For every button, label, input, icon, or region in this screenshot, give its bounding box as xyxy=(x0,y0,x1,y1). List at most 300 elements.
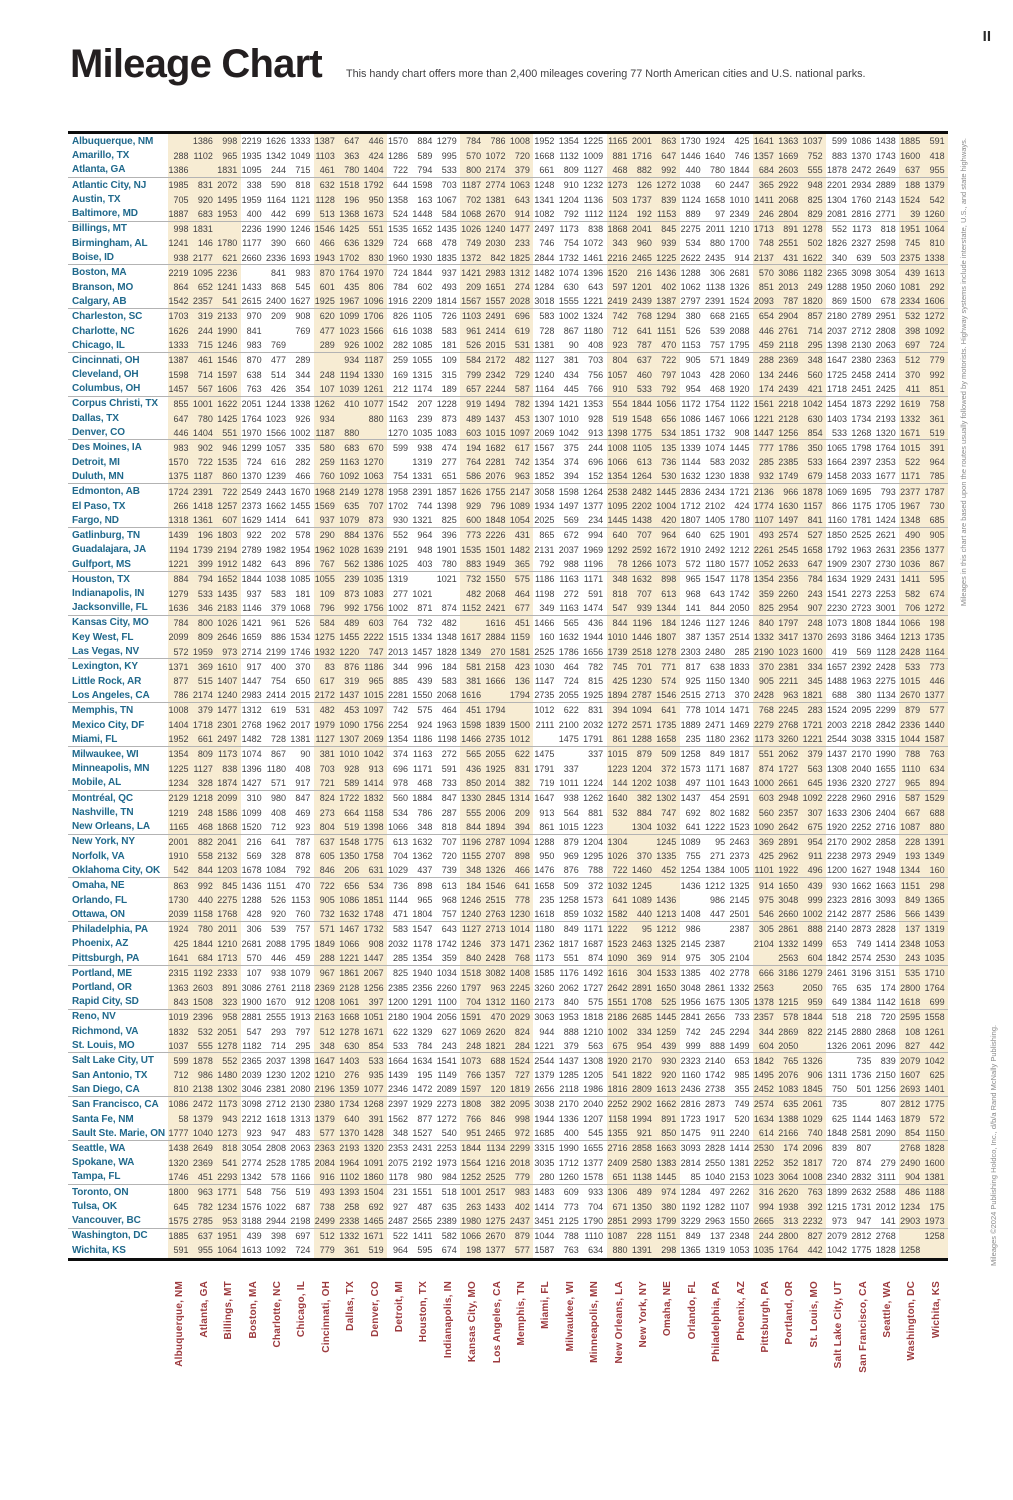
mileage-cell: 514 xyxy=(271,369,287,380)
row-city-label: Indianapolis, IN xyxy=(72,588,145,600)
mileage-cell: 2032 xyxy=(729,457,750,468)
mileage-cell: 408 xyxy=(271,807,287,818)
row-city-label: Fargo, ND xyxy=(72,514,119,526)
mileage-cell: 2555 xyxy=(266,1011,287,1022)
mileage-cell: 2193 xyxy=(338,1141,362,1156)
mileage-cell: 1321 xyxy=(412,515,433,526)
mileage-cell: 645 xyxy=(168,1199,192,1214)
mileage-cell: 613 xyxy=(441,880,457,891)
mileage-cell: 1092 xyxy=(924,324,948,339)
mileage-cell: 107 xyxy=(314,382,338,396)
mileage-cell: 1176 xyxy=(559,968,579,979)
mileage-cell: 1577 xyxy=(729,559,750,570)
mileage-cell: 244 xyxy=(271,164,287,175)
mileage-cell: 973 xyxy=(832,1215,848,1226)
mileage-cell: 1234 xyxy=(899,1199,923,1214)
mileage-cell: 809 xyxy=(563,164,579,175)
mileage-cell: 908 xyxy=(363,937,387,952)
mileage-cell: 1325 xyxy=(729,880,750,891)
mileage-cell: 637 xyxy=(631,353,655,368)
mileage-cell: 306 xyxy=(246,924,262,935)
mileage-cell: 1261 xyxy=(924,1024,948,1039)
mileage-cell: 402 xyxy=(509,1199,533,1214)
mileage-cell: 1617 xyxy=(460,630,484,645)
mileage-cell: 1285 xyxy=(558,1070,579,1081)
mileage-cell: 1573 xyxy=(680,763,701,774)
mileage-cell: 1379 xyxy=(314,1112,338,1127)
mileage-cell: 1330 xyxy=(460,791,484,806)
mileage-cell: 509 xyxy=(655,747,679,762)
mileage-cell: 2565 xyxy=(412,1215,433,1226)
table-row xyxy=(68,835,948,850)
mileage-cell: 726 xyxy=(441,311,457,322)
mileage-cell: 571 xyxy=(271,777,287,788)
mileage-cell: 2544 xyxy=(534,1055,555,1066)
mileage-cell: 1372 xyxy=(460,251,484,265)
row-city-label: Amarillo, TX xyxy=(72,150,130,162)
mileage-cell: 1404 xyxy=(363,163,387,177)
mileage-cell: 292 xyxy=(924,280,948,295)
mileage-cell: 493 xyxy=(441,282,457,293)
mileage-cell: 3001 xyxy=(875,602,896,613)
mileage-cell: 2375 xyxy=(899,251,923,265)
mileage-cell: 739 xyxy=(441,865,457,876)
mileage-cell: 337 xyxy=(563,763,579,774)
mileage-cell: 998 xyxy=(509,1112,533,1127)
mileage-cell: 1920 xyxy=(607,1053,631,1068)
mileage-cell: 434 xyxy=(563,369,579,380)
mileage-cell: 552 xyxy=(392,530,408,541)
mileage-cell: 1797 xyxy=(460,980,484,995)
mileage-cell: 1960 xyxy=(387,252,408,263)
mileage-cell: 1073 xyxy=(827,617,848,628)
mileage-cell: 995 xyxy=(441,150,457,161)
table-row xyxy=(68,411,948,426)
mileage-cell: 766 xyxy=(460,1112,484,1127)
mileage-cell: 277 xyxy=(441,457,457,468)
mileage-cell: 1494 xyxy=(485,397,509,412)
mileage-cell: 1200 xyxy=(387,996,408,1007)
table-row xyxy=(68,718,948,733)
mileage-cell: 1326 xyxy=(802,1053,826,1068)
mileage-cell: 2428 xyxy=(753,689,777,703)
mileage-cell: 1607 xyxy=(899,1068,923,1083)
mileage-cell: 2142 xyxy=(827,909,848,920)
mileage-cell: 1425 xyxy=(338,222,362,237)
mileage-cell: 583 xyxy=(271,588,287,599)
mileage-cell: 939 xyxy=(655,236,679,251)
mileage-cell: 2346 xyxy=(387,1084,408,1095)
mileage-cell: 873 xyxy=(363,513,387,527)
mileage-cell: 910 xyxy=(607,382,631,396)
mileage-cell: 1153 xyxy=(681,340,701,351)
mileage-cell: 503 xyxy=(880,252,896,263)
mileage-cell: 394 xyxy=(607,703,631,718)
mileage-cell: 1874 xyxy=(216,776,240,790)
mileage-cell: 625 xyxy=(924,1068,948,1083)
mileage-cell: 541 xyxy=(607,1068,631,1083)
mileage-cell: 2591 xyxy=(729,793,750,804)
mileage-cell: 487 xyxy=(417,1201,433,1212)
mileage-cell: 1234 xyxy=(216,1199,240,1214)
mileage-cell: 905 xyxy=(753,674,777,689)
mileage-cell: 2334 xyxy=(899,295,923,309)
mileage-cell: 493 xyxy=(753,528,777,543)
mileage-cell xyxy=(412,572,436,587)
mileage-cell: 1152 xyxy=(460,601,484,615)
mileage-cell: 567 xyxy=(192,382,216,396)
column-label: Cincinnati, OH xyxy=(320,1281,332,1353)
mileage-cell: 840 xyxy=(753,616,777,631)
mileage-cell: 1042 xyxy=(363,747,387,762)
mileage-cell: 877 xyxy=(168,674,192,689)
mileage-cell: 288 xyxy=(168,149,192,164)
row-city-label: Richmond, VA xyxy=(72,1026,139,1038)
mileage-cell: 2868 xyxy=(875,1026,896,1037)
mileage-cell: 2062 xyxy=(558,982,579,993)
mileage-cell: 1381 xyxy=(290,734,311,745)
mileage-cell: 533 xyxy=(392,1040,408,1051)
mileage-cell: 398 xyxy=(899,324,923,339)
mileage-cell: 2357 xyxy=(192,295,216,309)
mileage-cell: 1339 xyxy=(680,442,701,453)
mileage-cell: 305 xyxy=(710,953,726,964)
mileage-cell: 721 xyxy=(314,776,338,790)
mileage-cell: 2333 xyxy=(216,966,240,981)
mileage-cell: 784 xyxy=(802,572,826,587)
mileage-cell: 1365 xyxy=(924,893,948,908)
mileage-cell: 1878 xyxy=(827,164,848,175)
mileage-cell: 968 xyxy=(441,895,457,906)
mileage-cell: 647 xyxy=(655,149,679,164)
mileage-cell: 1241 xyxy=(168,236,192,251)
mileage-cell: 2707 xyxy=(485,849,509,864)
mileage-cell: 1598 xyxy=(558,486,579,497)
mileage-cell: 1100 xyxy=(437,996,457,1007)
mileage-cell: 1361 xyxy=(192,513,216,527)
mileage-cell: 742 xyxy=(392,705,408,716)
mileage-cell: 1785 xyxy=(290,1157,311,1168)
mileage-cell: 884 xyxy=(417,136,433,147)
mileage-cell: 939 xyxy=(631,601,655,615)
mileage-cell: 863 xyxy=(655,134,679,149)
mileage-cell: 1780 xyxy=(729,515,750,526)
mileage-cell: 1722 xyxy=(338,791,362,806)
mileage-cell: 583 xyxy=(441,326,457,337)
mileage-cell: 2145 xyxy=(680,938,701,949)
mileage-cell: 2574 xyxy=(851,953,872,964)
mileage-cell: 643 xyxy=(588,282,604,293)
mileage-cell: 2544 xyxy=(827,734,848,745)
mileage-cell: 2130 xyxy=(851,340,872,351)
mileage-cell: 477 xyxy=(314,324,338,339)
column-label: Boston, MA xyxy=(247,1281,259,1339)
mileage-cell: 742 xyxy=(509,455,533,470)
mileage-cell: 1438 xyxy=(875,136,896,147)
mileage-cell: 2037 xyxy=(558,544,579,555)
mileage-cell: 975 xyxy=(685,953,701,964)
mileage-cell: 2446 xyxy=(777,368,801,383)
mileage-cell: 3046 xyxy=(241,1084,262,1095)
mileage-cell: 815 xyxy=(588,676,604,687)
mileage-cell: 1396 xyxy=(583,267,604,278)
mileage-cell: 1576 xyxy=(241,1201,262,1212)
mileage-cell: 1308 xyxy=(827,763,848,774)
mileage-cell: 1454 xyxy=(827,398,848,409)
mileage-cell: 1844 xyxy=(192,937,216,952)
mileage-cell: 2373 xyxy=(729,851,750,862)
mileage-cell: 1723 xyxy=(680,1114,701,1125)
mileage-cell: 1394 xyxy=(534,398,555,409)
mileage-cell: 295 xyxy=(802,338,826,352)
mileage-cell: 784 xyxy=(417,1040,433,1051)
mileage-cell: 2808 xyxy=(266,1143,287,1154)
mileage-cell: 854 xyxy=(899,1126,923,1140)
mileage-cell: 1619 xyxy=(899,397,923,412)
mileage-cell: 640 xyxy=(607,528,631,543)
mileage-cell: 1021 xyxy=(436,574,457,585)
table-row xyxy=(68,1156,948,1171)
mileage-cell: 1652 xyxy=(412,223,433,234)
mileage-cell: 1658 xyxy=(802,543,826,558)
mileage-cell: 632 xyxy=(314,178,338,193)
mileage-cell: 959 xyxy=(802,995,826,1009)
mileage-cell: 192 xyxy=(631,207,655,221)
mileage-cell: 1929 xyxy=(851,574,872,585)
mileage-cell: 1151 xyxy=(266,880,287,891)
mileage-cell: 1370 xyxy=(802,630,826,645)
mileage-cell: 1010 xyxy=(607,630,631,645)
mileage-cell: 1105 xyxy=(413,311,433,322)
mileage-cell: 2436 xyxy=(680,1084,701,1095)
mileage-cell: 1151 xyxy=(899,878,923,893)
mileage-cell: 2252 xyxy=(607,1097,631,1112)
mileage-cell: 622 xyxy=(392,1026,408,1037)
mileage-cell: 1764 xyxy=(338,265,362,280)
mileage-cell xyxy=(899,1229,923,1244)
mileage-cell: 571 xyxy=(710,355,726,366)
column-label: Atlanta, GA xyxy=(198,1281,210,1338)
mileage-cell: 2816 xyxy=(851,208,872,219)
mileage-cell: 570 xyxy=(246,953,262,964)
mileage-cell: 1069 xyxy=(460,1024,484,1039)
mileage-cell: 198 xyxy=(924,616,948,631)
mileage-cell: 2944 xyxy=(266,1215,287,1226)
mileage-cell: 994 xyxy=(588,530,604,541)
mileage-cell: 825 xyxy=(441,515,457,526)
mileage-cell: 1798 xyxy=(851,442,872,453)
mileage-cell: 563 xyxy=(588,1040,604,1051)
mileage-cell: 206 xyxy=(338,864,362,878)
mileage-cell: 436 xyxy=(588,617,604,628)
table-row xyxy=(68,805,948,820)
mileage-cell: 697 xyxy=(295,1230,311,1241)
mileage-cell: 799 xyxy=(460,368,484,383)
mileage-cell: 1258 xyxy=(899,1243,923,1258)
row-city-label: Atlanta, GA xyxy=(72,164,126,176)
mileage-cell: 1279 xyxy=(802,966,826,981)
mileage-cell: 724 xyxy=(295,1245,311,1256)
mileage-cell: 974 xyxy=(655,1185,679,1200)
mileage-cell: 440 xyxy=(631,907,655,921)
mileage-cell: 2096 xyxy=(875,1040,896,1051)
mileage-cell: 1398 xyxy=(290,1055,311,1066)
mileage-cell: 459 xyxy=(295,953,311,964)
mileage-cell: 160 xyxy=(924,864,948,878)
mileage-cell: 445 xyxy=(563,383,579,394)
mileage-cell: 1068 xyxy=(460,207,484,221)
mileage-cell: 2166 xyxy=(777,1126,801,1140)
mileage-cell: 947 xyxy=(856,1215,872,1226)
table-row xyxy=(68,689,948,704)
mileage-cell: 464 xyxy=(441,705,457,716)
mileage-cell: 2232 xyxy=(802,1214,826,1228)
mileage-cell: 1848 xyxy=(827,1128,848,1139)
mileage-cell: 244 xyxy=(588,442,604,453)
mileage-cell: 1092 xyxy=(338,470,362,484)
mileage-cell: 965 xyxy=(363,674,387,689)
mileage-cell: 382 xyxy=(509,776,533,790)
mileage-cell: 1550 xyxy=(729,1215,750,1226)
mileage-cell: 603 xyxy=(363,616,387,631)
mileage-cell: 1445 xyxy=(607,513,631,527)
mileage-cell: 938 xyxy=(168,251,192,265)
mileage-cell: 1808 xyxy=(460,1097,484,1112)
mileage-cell: 1920 xyxy=(729,383,750,394)
mileage-cell: 965 xyxy=(417,895,433,906)
mileage-cell: 348 xyxy=(802,353,826,368)
mileage-cell: 1061 xyxy=(338,995,362,1009)
mileage-cell: 2774 xyxy=(485,178,509,193)
mileage-cell: 90 xyxy=(568,340,579,351)
mileage-cell: 720 xyxy=(509,149,533,164)
mileage-cell: 3315 xyxy=(534,1143,555,1154)
mileage-cell: 1500 xyxy=(509,718,533,733)
mileage-cell: 1326 xyxy=(729,282,750,293)
mileage-cell: 645 xyxy=(802,776,826,790)
mileage-cell: 1164 xyxy=(534,383,555,394)
mileage-cell: 1306 xyxy=(607,1185,631,1200)
row-city-label: Oklahoma City, OK xyxy=(72,864,161,876)
mileage-cell: 2060 xyxy=(729,369,750,380)
mileage-cell: 607 xyxy=(216,513,240,527)
mileage-cell: 1023 xyxy=(338,324,362,339)
mileage-cell: 1780 xyxy=(216,236,240,251)
mileage-cell: 2050 xyxy=(802,980,826,995)
mileage-cell: 992 xyxy=(655,163,679,177)
mileage-cell: 2397 xyxy=(851,457,872,468)
mileage-cell: 1408 xyxy=(680,909,701,920)
mileage-cell: 779 xyxy=(314,1243,338,1258)
mileage-cell: 2201 xyxy=(827,180,848,191)
mileage-cell: 1687 xyxy=(583,938,604,949)
mileage-cell: 578 xyxy=(271,1171,287,1182)
mileage-cell: 1844 xyxy=(729,164,750,175)
mileage-cell: 927 xyxy=(392,1201,408,1212)
mileage-cell: 947 xyxy=(271,1128,287,1139)
mileage-cell: 1002 xyxy=(607,1024,631,1039)
mileage-cell: 891 xyxy=(216,980,240,995)
mileage-cell: 1198 xyxy=(437,734,457,745)
mileage-cell: 2515 xyxy=(485,893,509,908)
mileage-cell: 1825 xyxy=(509,251,533,265)
row-city-label: Atlantic City, NJ xyxy=(72,179,147,191)
mileage-cell: 2061 xyxy=(802,1097,826,1112)
mileage-cell: 2080 xyxy=(290,1084,311,1095)
mileage-cell: 641 xyxy=(685,821,701,832)
mileage-cell: 1963 xyxy=(436,720,457,731)
mileage-cell: 3048 xyxy=(777,893,801,908)
mileage-cell: 1210 xyxy=(583,1026,604,1037)
mileage-cell: 964 xyxy=(417,530,433,541)
mileage-cell: 954 xyxy=(685,383,701,394)
mileage-cell: 768 xyxy=(631,309,655,324)
mileage-cell: 1944 xyxy=(534,1114,555,1125)
mileage-cell: 712 xyxy=(271,821,287,832)
mileage-cell: 1010 xyxy=(338,747,362,762)
row-city-label: Philadelphia, PA xyxy=(72,923,149,935)
mileage-cell: 522 xyxy=(392,1230,408,1241)
mileage-cell: 3451 xyxy=(534,1215,555,1226)
mileage-cell: 188 xyxy=(899,178,923,193)
mileage-cell: 1026 xyxy=(216,616,240,631)
mileage-cell: 683 xyxy=(338,440,362,455)
mileage-cell: 1963 xyxy=(851,544,872,555)
mileage-cell: 2828 xyxy=(875,924,896,935)
mileage-cell: 1357 xyxy=(485,1068,509,1083)
mileage-cell: 298 xyxy=(924,878,948,893)
mileage-cell: 315 xyxy=(441,369,457,380)
mileage-cell: 513 xyxy=(314,207,338,221)
mileage-cell: 641 xyxy=(631,324,655,339)
mileage-cell: 1377 xyxy=(485,1243,509,1258)
mileage-cell: 1040 xyxy=(705,1171,726,1182)
mileage-cell: 1068 xyxy=(290,602,311,613)
mileage-cell: 1842 xyxy=(827,953,848,964)
mileage-cell: 2693 xyxy=(827,632,848,643)
mileage-cell: 470 xyxy=(295,880,311,891)
mileage-cell: 616 xyxy=(271,457,287,468)
mileage-cell: 520 xyxy=(734,1114,750,1125)
mileage-cell: 1262 xyxy=(314,397,338,412)
mileage-cell: 2458 xyxy=(851,369,872,380)
mileage-cell: 1816 xyxy=(607,1083,631,1097)
mileage-cell: 771 xyxy=(655,659,679,674)
mileage-cell: 1632 xyxy=(631,572,655,587)
mileage-cell: 1910 xyxy=(168,849,192,864)
mileage-cell: 1851 xyxy=(363,893,387,908)
mileage-cell: 1754 xyxy=(705,398,726,409)
mileage-cell: 2425 xyxy=(875,383,896,394)
mileage-cell: 1924 xyxy=(705,136,726,147)
mileage-cell: 60 xyxy=(715,180,726,191)
mileage-cell: 924 xyxy=(417,720,433,731)
mileage-cell: 2061 xyxy=(851,1040,872,1051)
mileage-cell: 577 xyxy=(314,1126,338,1140)
column-label: Milwaukee, WI xyxy=(564,1281,576,1352)
mileage-cell: 1011 xyxy=(559,777,579,788)
page-subtitle: This handy chart offers more than 2,400 mileages covering 77 North American cities and U.S. national parks. xyxy=(346,68,866,80)
mileage-cell: 1370 xyxy=(851,150,872,161)
mileage-cell: 1524 xyxy=(729,296,750,307)
mileage-cell: 806 xyxy=(363,280,387,295)
mileage-cell: 578 xyxy=(295,530,311,541)
mileage-cell: 2439 xyxy=(631,295,655,309)
mileage-cell: 1687 xyxy=(729,763,750,774)
table-row xyxy=(68,1229,948,1244)
mileage-cell: 1959 xyxy=(192,645,216,659)
column-label: Salt Lake City, UT xyxy=(833,1281,845,1369)
